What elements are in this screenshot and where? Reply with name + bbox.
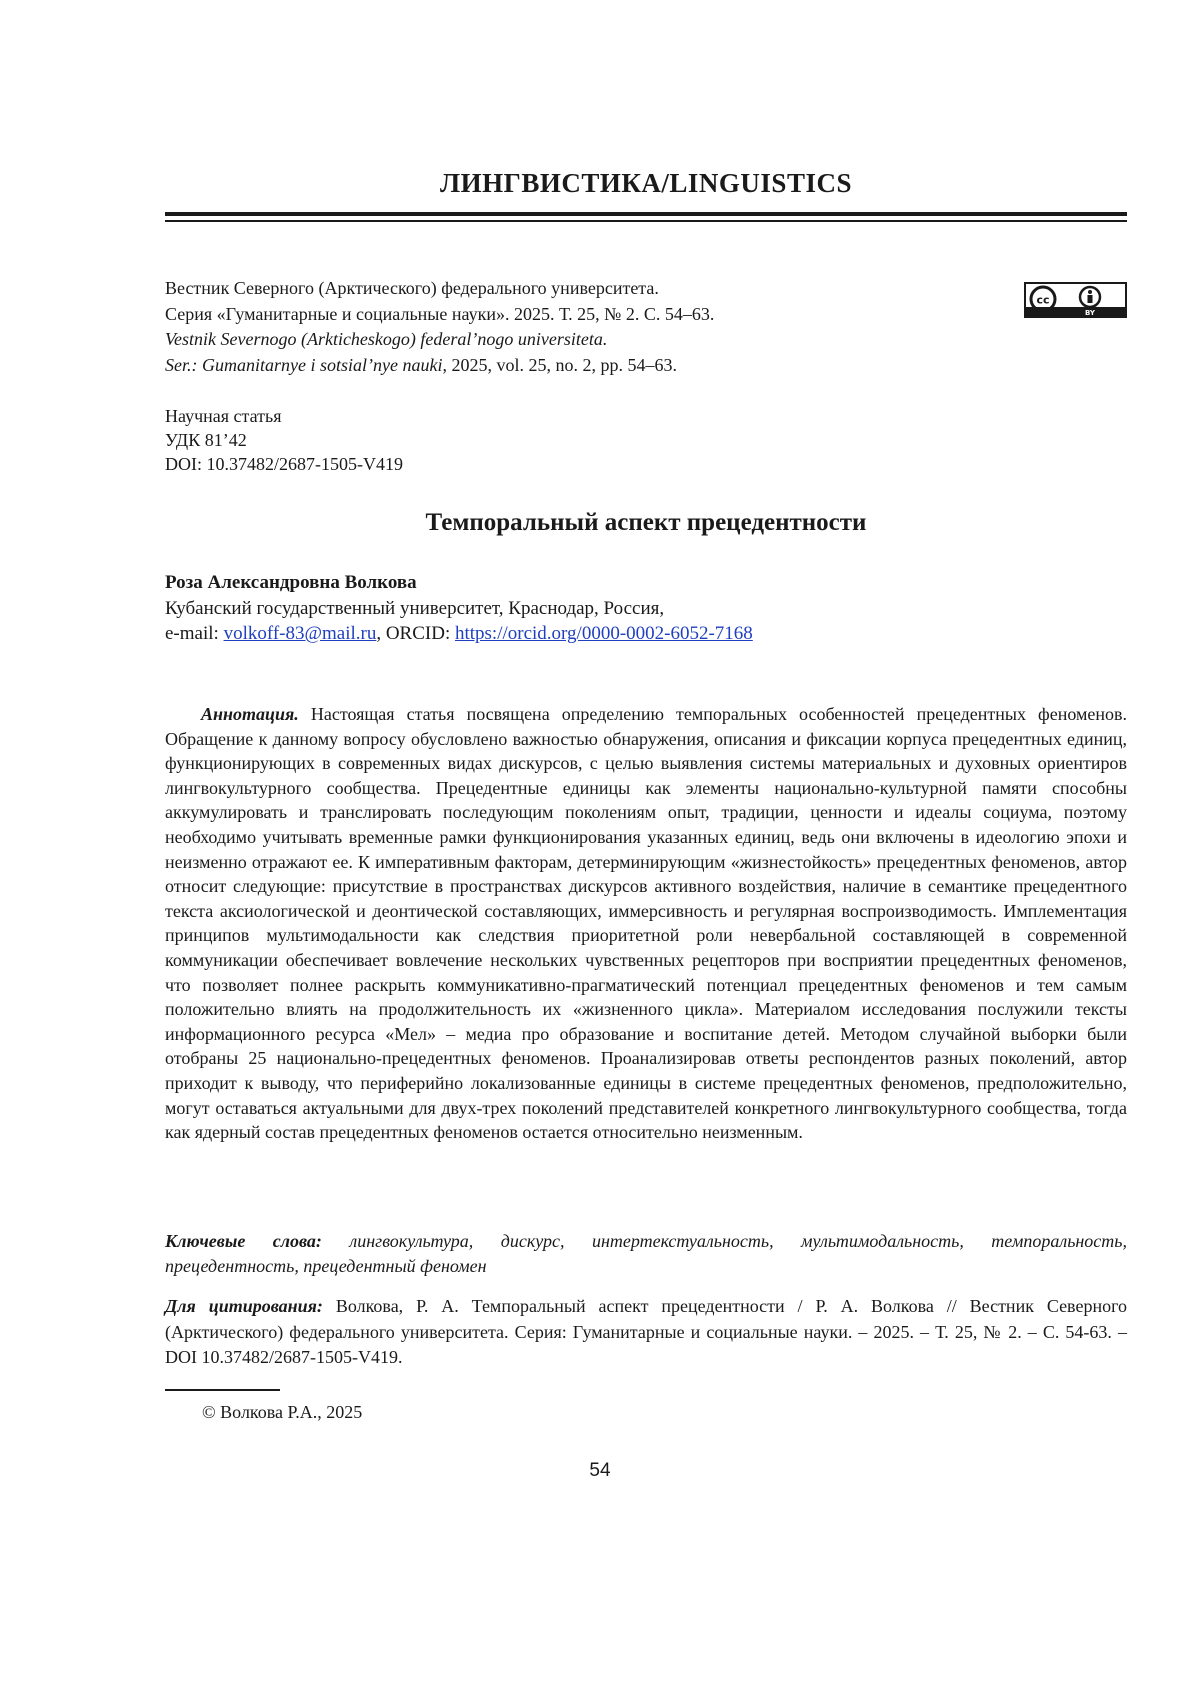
orcid-label: , ORCID: [376, 623, 455, 644]
email-label: e-mail: [165, 623, 224, 644]
abstract-label: Аннотация. [201, 704, 299, 724]
section-title: ЛИНГВИСТИКА/LINGUISTICS [165, 168, 1127, 199]
footnote-rule [165, 1389, 280, 1391]
journal-citation-block [165, 276, 985, 378]
author-block [165, 570, 753, 647]
cc-badge-bar [1026, 307, 1125, 316]
orcid-link[interactable]: https://orcid.org/0000-0002-6052-7168 [455, 623, 753, 644]
creative-commons-by-icon[interactable] [1024, 282, 1127, 318]
cc-by-label: BY [1085, 309, 1095, 317]
journal-line-3: Vestnik Severnogo (Arkticheskogo) federal’nogo universiteta. [165, 327, 985, 353]
journal-line-1: Вестник Северного (Арктического) федерального университета. [165, 276, 985, 302]
email-link[interactable]: volkoff-83@mail.ru [224, 623, 377, 644]
abstract-text: Настоящая статья посвящена определению темпоральных особенностей прецедентных феноменов. Обращение к данному вопросу обусловлено важностью обнаружения, описания и фиксации корпуса прецедентных единиц, функционирующих в современных видах дискурсов, с целью выявления системы материальных и духовных ориентиров лингвокультурного сообщества. Прецедентные единицы как элементы национально-культурной памяти способны аккумулировать и транслировать последующим поколениям опыт, традиции, ценности и идеалы социума, поэтому необходимо учитывать временные рамки функционирования указанных единиц, ведь они включены в идеологию эпохи и неизменно отражают ее. К императивным факторам, детерминирующим «жизнестойкость» прецедентных феноменов, автор относит следующие: присутствие в пространствах дискурсов активного воздействия, наличие в семантике прецедентного текста аксиологической и деонтической составляющих, иммерсивность и регулярная воспроизводимость. Имплементация принципов мультимодальности как следствия приоритетной роли невербальной составляющей в современной коммуникации обеспечивает вовлечение нескольких чувственных рецепторов при восприятии прецедентных феноменов, что позволяет полнее раскрыть коммуникативно-прагматический потенциал прецедентных феноменов и тем самым положительно влиять на продолжительность их «жизненного цикла». Материалом исследования послужили тексты информационного ресурса «Мел» – медиа про образование и воспитание детей. Методом случайной выборки были отобраны 25 национально-прецедентных феноменов. Проанализировав ответы респондентов разных поколений, автор приходит к выводу, что периферийно локализованные единицы в системе прецедентных феноменов, предположительно, могут оставаться актуальными для двух-трех поколений представителей конкретного лингвокультурного сообщества, тогда как ядерный состав прецедентных феноменов остается относительно неизменным. [165, 704, 1127, 1142]
author-affiliation: Кубанский государственный университет, Краснодар, Россия, [165, 596, 753, 622]
copyright-footnote: © Волкова Р.А., 2025 [202, 1402, 362, 1423]
citation [165, 1294, 1127, 1371]
journal-page [0, 0, 1200, 1697]
keywords-label: Ключевые слова: [165, 1231, 322, 1251]
article-type: Научная статья [165, 404, 403, 428]
doi: DOI: 10.37482/2687-1505-V419 [165, 452, 403, 476]
page-number: 54 [0, 1460, 1200, 1482]
journal-series-rest: , 2025, vol. 25, no. 2, pp. 54–63. [442, 355, 677, 375]
journal-line-2: Серия «Гуманитарные и социальные науки». 2025. Т. 25, № 2. С. 54–63. [165, 302, 985, 328]
header-rule-thin [165, 220, 1127, 222]
svg-text:cc: cc [1036, 294, 1049, 307]
author-contacts [165, 621, 753, 647]
citation-label: Для цитирования: [165, 1296, 323, 1316]
udc-code: УДК 81’42 [165, 428, 403, 452]
article-title: Темпоральный аспект прецедентности [165, 509, 1127, 537]
keywords-text: лингвокультура, дискурс, интертекстуальность, мультимодальность, темпоральность, прецедентность, прецедентный феномен [165, 1231, 1127, 1276]
citation-text: Волкова, Р. А. Темпоральный аспект прецедентности / Р. А. Волкова // Вестник Северного (Арктического) федерального университета. Серия: Гуманитарные и социальные науки. – 2025. – Т. 25, № 2. – С. 54-63. – DOI 10.37482/2687-1505-V419. [165, 1296, 1127, 1367]
header-rule-thick [165, 212, 1127, 216]
keywords [165, 1229, 1127, 1278]
author-name: Роза Александровна Волкова [165, 570, 753, 596]
article-meta [165, 404, 403, 476]
journal-series-italic: Ser.: Gumanitarnye i sotsial’nye nauki [165, 355, 442, 375]
journal-line-4 [165, 353, 985, 379]
abstract [165, 702, 1127, 1145]
